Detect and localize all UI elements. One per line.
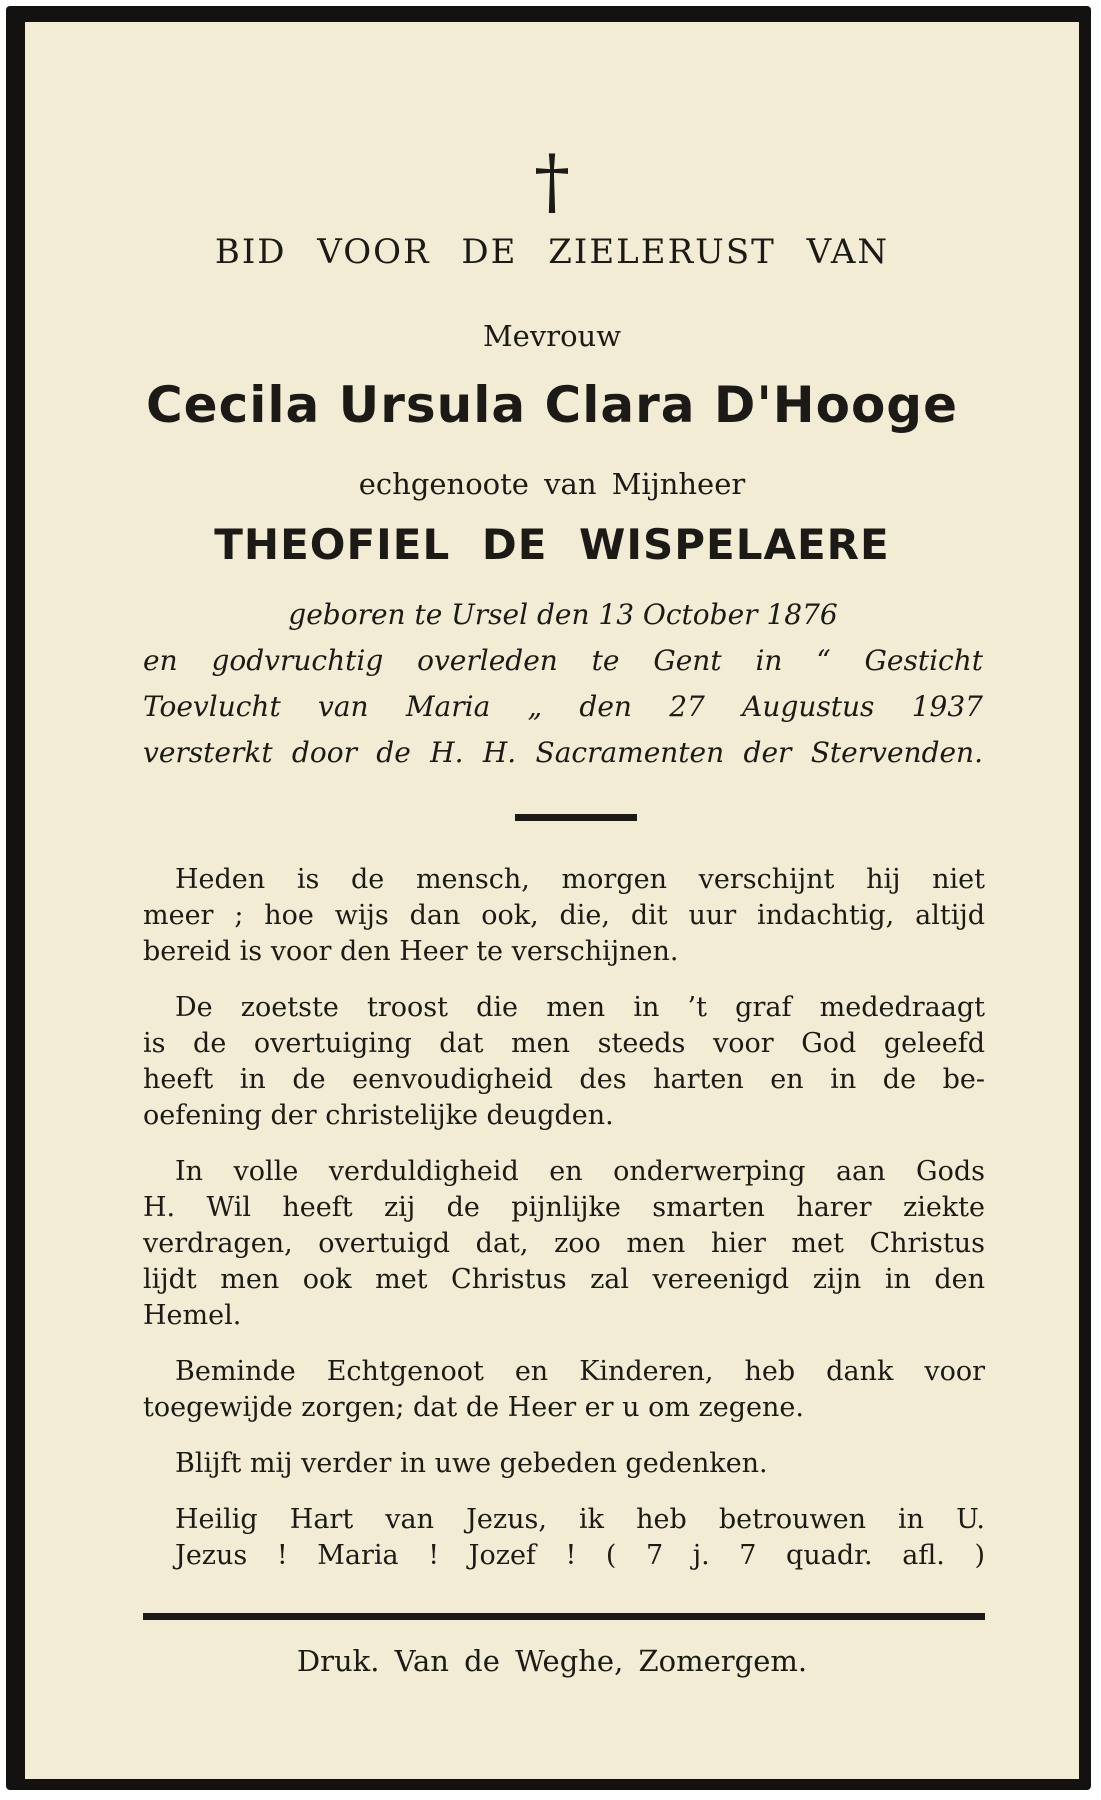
paragraph-line: In volle verduldigheid en onderwerping aan Gods (175, 1156, 985, 1187)
closing-invocation (143, 1502, 985, 1574)
life-line-date: Toevlucht van Maria „ den 27 Augustus 1937 (143, 690, 983, 723)
paragraph-line: Jezus ! Maria ! Jozef ! ( 7 j. 7 quadr. afl. ) (175, 1540, 985, 1571)
printer-credit: Druk. Van de Weghe, Zomergem. (296, 1644, 808, 1678)
life-line-birth: geboren te Ursel den 13 October 1876 (288, 598, 838, 631)
paragraph-line: meer ; hoe wijs dan ook, die, dit uur indachtig, altijd (143, 900, 985, 931)
spouse-name: THEOFIEL DE WISPELAERE (214, 520, 890, 569)
paragraph-line: De zoetste troost die men in ’t graf mededraagt (175, 992, 985, 1023)
life-line-sacraments: versterkt door de H. H. Sacramenten der Stervenden. (143, 736, 983, 769)
paragraph-line: oefening der christelijke deugden. (143, 1100, 614, 1131)
paragraph-line: H. Wil heeft zij de pijnlijke smarten harer ziekte (143, 1192, 985, 1223)
cross-icon: † (534, 139, 570, 223)
paragraph-line: bereid is voor den Heer te verschijnen. (143, 936, 679, 967)
deceased-name: Cecila Ursula Clara D'Hooge (145, 376, 958, 434)
card-paper (25, 22, 1079, 1779)
prayer-heading: BID VOOR DE ZIELERUST VAN (214, 232, 890, 272)
paragraph (143, 1154, 985, 1334)
paragraph-line: Heden is de mensch, morgen verschijnt hij niet (175, 864, 985, 895)
paragraph-line: Beminde Echtgenoot en Kinderen, heb dank voor (175, 1356, 985, 1387)
paragraph-line: Blijft mij verder in uwe gebeden gedenken. (175, 1448, 768, 1479)
spouse-intro: echgenoote van Mijnheer (358, 467, 746, 501)
paragraph-line: verdragen, overtuigd dat, zoo men hier met Christus (143, 1228, 985, 1259)
paragraph-line: Heilig Hart van Jezus, ik heb betrouwen in U. (175, 1504, 985, 1535)
memorial-card (6, 6, 1091, 1790)
paragraph-line: Hemel. (143, 1300, 242, 1331)
paragraph (143, 1446, 985, 1482)
paragraph (143, 862, 985, 970)
paragraph (143, 1354, 985, 1426)
short-divider (515, 814, 637, 821)
life-line-death: en godvruchtig overleden te Gent in “ Gesticht (143, 644, 983, 677)
life-details (143, 592, 983, 776)
paragraph-line: toegewijde zorgen; dat de Heer er u om zegene. (143, 1392, 804, 1423)
paragraph-line: lijdt men ook met Christus zal vereenigd zijn in den (143, 1264, 985, 1295)
paragraph-line: is de overtuiging dat men steeds voor God geleefd (143, 1028, 985, 1059)
long-divider (143, 1613, 985, 1620)
paragraph-line: heeft in de eenvoudigheid des harten en in de be- (143, 1064, 985, 1095)
reflections (143, 862, 985, 1594)
paragraph (143, 990, 985, 1134)
honorific: Mevrouw (482, 319, 622, 353)
